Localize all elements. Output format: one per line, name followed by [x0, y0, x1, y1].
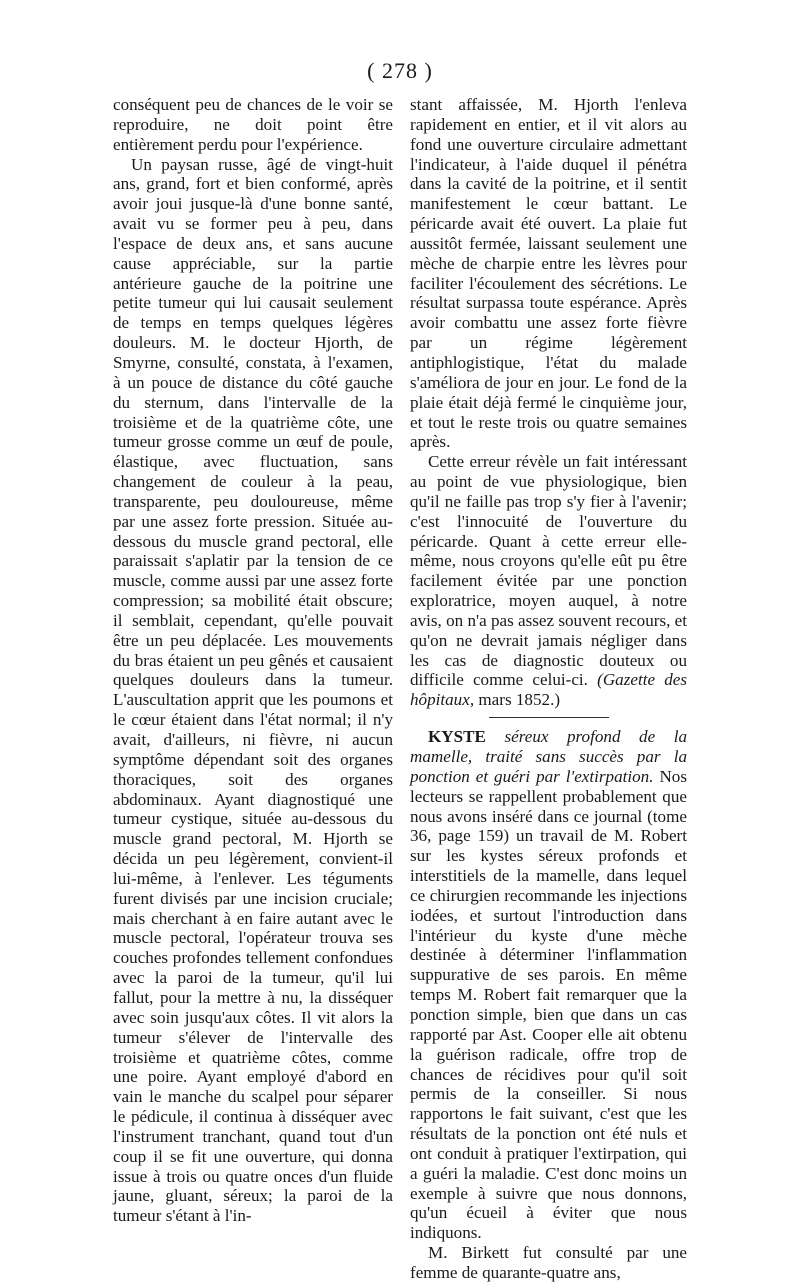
section-divider — [489, 717, 609, 718]
paragraph: stant affaissée, M. Hjorth l'enleva rapidement en entier, et il vit alors au fond une ouverture circulaire admettant l'indicateur, à l'aide duquel il pénétra dans la cavité de la poitrine, et il sentit manifestement le cœur battant. Le péricarde avait été ouvert. La plaie fut aussitôt fermée, laissant seulement une mèche de charpie entre les lèvres pour faciliter l'écoulement des sécrétions. Le résultat surpassa toute espérance. Après avoir combattu une assez forte fièvre par un régime légèrement antiphlogistique, l'état du malade s'améliora de jour en jour. Le fond de la plaie était déjà fermé le cinquième jour, et tout le reste trois ou quatre semaines après. — [410, 95, 687, 452]
article-title: séreux profond de la mamelle, traité sans succès par la ponction et guéri par l'extirpation. — [410, 727, 687, 786]
right-column — [410, 95, 687, 1283]
citation-date: mars 1852.) — [478, 690, 561, 710]
paragraph: Un paysan russe, âgé de vingt-huit ans, grand, fort et bien conformé, après avoir joui jusque-là d'une bonne santé, avait vu se former peu à peu, dans l'espace de deux ans, et sans aucune cause appréciable, sur la partie antérieure gauche de la poitrine une petite tumeur qui lui causait seulement de temps en temps quelques légères douleurs. M. le docteur Hjorth, de Smyrne, consulté, constata, à l'examen, à un pouce de distance du côté gauche du sternum, dans l'intervalle de la troisième et de la quatrième côte, une tumeur grosse comme un œuf de poule, élastique, avec fluctuation, sans changement de couleur à la peau, transparente, peu douloureuse, même par une assez forte pression. Située au-dessous du muscle grand pectoral, elle paraissait s'aplatir par la tension de ce muscle, comme aussi par une assez forte compression; sa mobilité était obscure; il semblait, cependant, qu'elle pouvait être un peu déplacée. Les mouvements du bras étaient un peu gênés et causaient quelques douleurs dans la tumeur. L'auscultation apprit que les poumons et le cœur étaient dans l'état normal; il n'y avait, d'ailleurs, ni fièvre, ni aucun symptôme dépendant soit des organes thoraciques, soit des organes abdominaux. Ayant diagnostiqué une tumeur cystique, située au-dessous du muscle grand pectoral, M. Hjorth se décida un peu légèrement, convient-il lui-même, à l'enlever. Les téguments furent divisés par une incision cruciale; mais cherchant à en faire autant avec le muscle pectoral, l'opérateur trouva ses couches profondes tellement confondues avec la paroi de la tumeur, qu'il lui fallut, pour la mettre à nu, la disséquer avec soin jusqu'aux côtes. Il vit alors la tumeur s'élever de l'intervalle des troisième et quatrième côtes, comme une poire. Ayant employé d'abord en vain le manche du scalpel pour séparer le pédicule, il continua à disséquer avec l'instrument tranchant, quand tout d'un coup il se fit une ouverture, qui donna issue à trois ou quatre onces d'un fluide jaune, gluant, séreux; la paroi de la tumeur s'étant à l'in- — [113, 154, 393, 1226]
paragraph: M. Birkett fut consulté par une femme de quarante-quatre ans, — [410, 1243, 687, 1282]
paragraph-text: Cette erreur révèle un fait intéressant au point de vue physiologique, bien qu'il ne faille pas trop s'y fier à l'avenir; c'est l'innocuité de l'ouverture du péricarde. Quant à cette erreur elle-même, nous croyons qu'elle eût pu être facilement évitée par une ponction exploratrice, moyen auquel, à notre avis, on n'a pas assez souvent recours, et qu'on ne devrait jamais négliger dans les cas de diagnostic douteux ou difficile comme celui-ci. — [410, 452, 687, 690]
left-column — [113, 95, 393, 1226]
paragraph-text: Nos lecteurs se rappellent probablement que nous avons inséré dans ce journal (tome 36, page 159) un travail de M. Robert sur les kystes séreux profonds et interstitiels de la mamelle, dans lequel ce chirurgien recommande les injections iodées, et surtout l'introduction dans l'intérieur du kyste d'une mèche destinée à déterminer l'inflammation suppurative de ses parois. En même temps M. Robert fait remarquer que la ponction simple, bien que dans un cas rapporté par Ast. Cooper elle ait obtenu la guérison radicale, offre trop de chances de récidives pour qu'il soit permis de la conseiller. Si nous rapportons le fait suivant, c'est que les résultats de la ponction ont été nuls et ont conduit à pratiquer l'extirpation, qui a guéri la maladie. C'est donc moins un exemple à suivre que nous donnons, qu'un écueil à éviter que nous indiquons. — [410, 766, 687, 1243]
article-intro — [410, 727, 687, 1243]
article-title-lead: KYSTE — [428, 727, 486, 747]
citation-source: (Gazette des hôpitaux, — [410, 670, 687, 710]
paragraph — [410, 452, 687, 710]
page-number: ( 278 ) — [367, 58, 433, 83]
paragraph: conséquent peu de chances de le voir se reproduire, ne doit point être entièrement perdu pour l'expérience. — [113, 95, 393, 154]
